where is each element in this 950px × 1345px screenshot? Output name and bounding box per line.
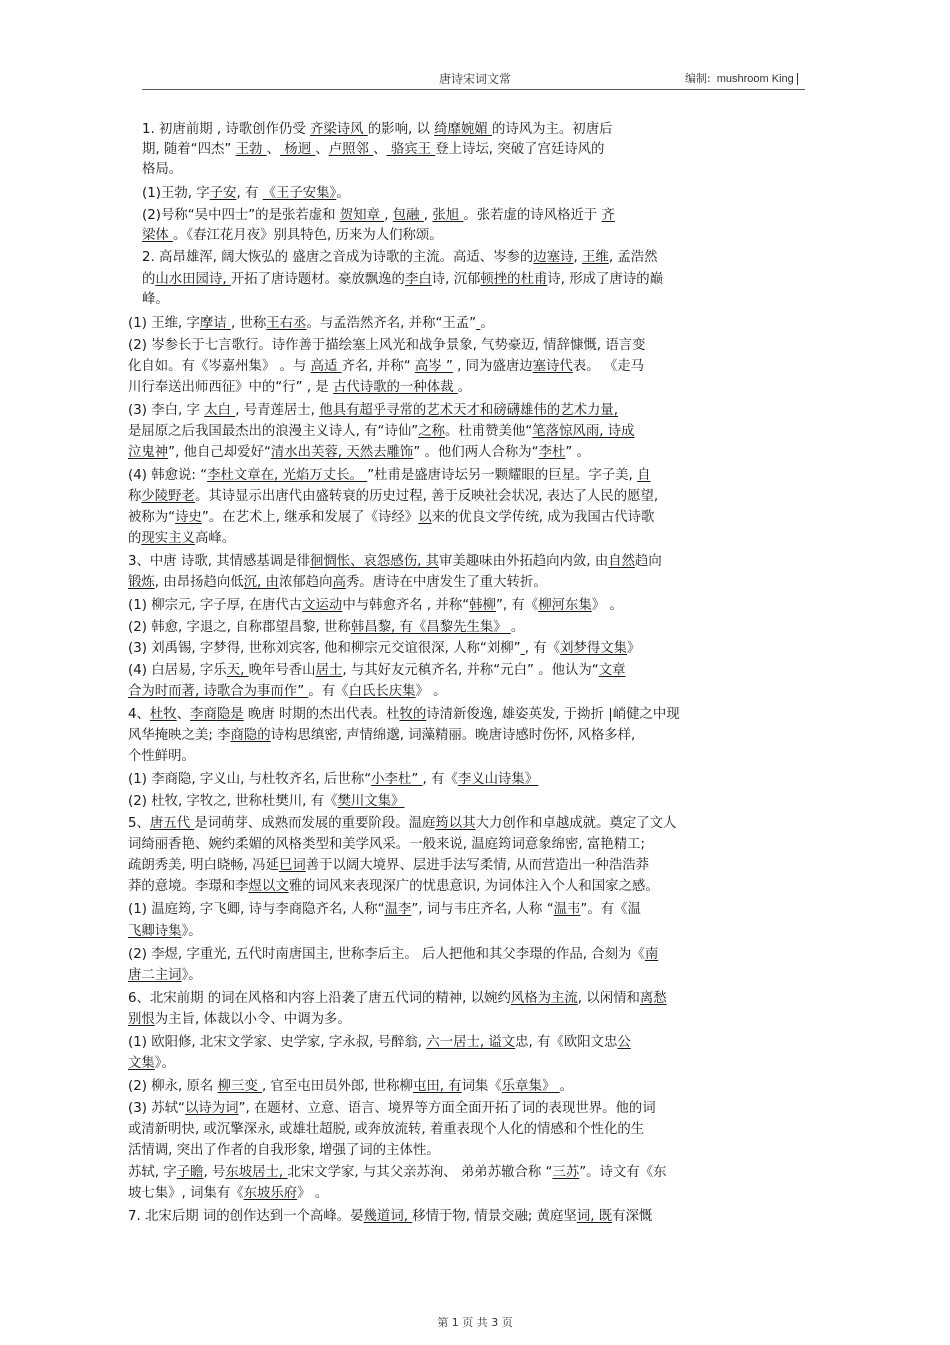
page-header-title: 唐诗宋词文常 [438, 72, 511, 86]
text-line: (3) 李白, 字 太白 , 号青莲居士, 他具有超乎寻常的艺术天才和磅礴雄伟的艺术力量, [128, 403, 619, 418]
text-line: 4、杜牧、李商隐是 晚唐 时期的杰出代表。杜牧的诗清新俊逸, 雄姿英发, 于拗折 |峭健之中现 [128, 707, 680, 722]
text-line: 梁体 。《春江花月夜》别具特色, 历来为人们称颂。 [142, 228, 443, 243]
text-line: 7. 北宋后期 词的创作达到一个高峰。晏幾道词, 移情于物, 情景交融; 黄庭坚词, 既有深慨 [128, 1209, 653, 1224]
text-line: (2) 杜牧, 字牧之, 世称杜樊川, 有《樊川文集》 [128, 794, 405, 809]
text-line: (2) 韩愈, 字退之, 自称郡望昌黎, 世称韩昌黎, 有《昌黎先生集》 。 [128, 620, 525, 635]
text-line: 2. 高昂雄浑, 阔大恢弘的 盛唐之音成为诗歌的主流。高适、岑参的边塞诗, 王维, 孟浩然 [142, 250, 658, 265]
text-line: 合为时而著, 诗歌合为事而作” 。有《白氏长庆集》 。 [128, 684, 447, 699]
text-line: 词绮丽香艳、婉约柔媚的风格类型和美学风采。一般来说, 温庭筠词意象绵密, 富艳精工; [128, 837, 645, 852]
text-line: (3) 刘禹锡, 字梦得, 世称刘宾客, 他和柳宗元交谊很深, 人称“刘柳” , 有《刘梦得文集》 [128, 641, 641, 656]
text-line: 被称为“诗史”。在艺术上, 继承和发展了《诗经》以来的优良文学传统, 成为我国古代诗歌 [128, 510, 655, 525]
text-line: 6、北宋前期 的词在风格和内容上沿袭了唐五代词的精神, 以婉约风格为主流, 以闲情和离愁 [128, 991, 667, 1006]
text-line: 文集》。 [128, 1056, 175, 1071]
text-line: 坡七集》, 词集有《东坡乐府》 。 [128, 1186, 329, 1201]
text-line: 是屈原之后我国最杰出的浪漫主义诗人, 有“诗仙”之称。杜甫赞美他“笔落惊风雨, 诗成 [128, 424, 635, 439]
text-line: 峰。 [142, 292, 169, 307]
text-line: (1)王勃, 字子安, 有 《王子安集》。 [142, 186, 350, 201]
text-line: 称少陵野老。其诗显示出唐代由盛转衰的历史过程, 善于反映社会状况, 表达了人民的愿望, [128, 489, 659, 504]
text-line: (4) 韩愈说: “李杜文章在, 光焰万丈长。 ”杜甫是盛唐诗坛另一颗耀眼的巨星。字子美, 自 [128, 468, 651, 483]
text-line: (2) 柳永, 原名 柳三变 , 官至屯田员外郎, 世称柳屯田, 有词集《乐章集》 。 [128, 1079, 574, 1094]
text-line: 3、中唐 诗歌, 其情感基调是徘徊惆怅、哀怨感伤, 其审美趣味由外拓趋向内敛, 由自然趋向 [128, 554, 662, 569]
text-line: (1) 温庭筠, 字飞卿, 诗与李商隐齐名, 人称“温李”, 词与韦庄齐名, 人称 “温韦”。有《温 [128, 902, 641, 917]
text-line: 的现实主义高峰。 [128, 531, 236, 546]
text-line: 锻炼, 由昂扬趋向低沉, 由浓郁趋向高秀。唐诗在中唐发生了重大转折。 [128, 575, 547, 590]
text-line: 活情调, 突出了作者的自我形象, 增强了词的主体性。 [128, 1143, 440, 1158]
text-line: 或清新明快, 或沉擎深永, 或雄壮超脱, 或奔放流转, 着重表现个人化的情感和个性化的生 [128, 1122, 645, 1137]
text-line: 个性鲜明。 [128, 749, 195, 764]
editor-value: mushroom King [717, 73, 798, 85]
text-line: 5、唐五代 是词萌芽、成熟而发展的重要阶段。温庭筠以其大力创作和卓越成就。奠定了文人 [128, 816, 677, 831]
text-line: (1) 柳宗元, 字子厚, 在唐代古文运动中与韩愈齐名 , 并称“韩柳”, 有《柳河东集》 。 [128, 598, 623, 613]
header-rule [142, 89, 805, 90]
text-line: 苏轼, 字子瞻, 号东坡居士, 北宋文学家, 与其父亲苏洵、 弟弟苏辙合称 “三苏”。诗文有《东 [128, 1165, 667, 1180]
text-line: 泣鬼神”, 他自己却爱好“清水出芙蓉, 天然去雕饰” 。他们两人合称为“李杜” 。 [128, 445, 590, 460]
editor-label: 编制: [685, 72, 711, 85]
page-footer: 第 1 页 共 3 页 [437, 1316, 513, 1329]
text-line: (1) 李商隐, 字义山, 与杜牧齐名, 后世称“小李杜” , 有《李义山诗集》 [128, 772, 539, 787]
text-line: 莽的意境。李璟和李煜以文雅的词风来表现深广的忧患意识, 为词体注入个人和国家之感。 [128, 879, 659, 894]
text-line: (2) 岑参长于七言歌行。诗作善于描绘塞上风光和战争景象, 气势豪迈, 情辞慷慨, 语言变 [128, 338, 646, 353]
text-line: (3) 苏轼“以诗为词”, 在题材、立意、语言、境界等方面全面开拓了词的表现世界。他的词 [128, 1101, 656, 1116]
text-line: (4) 白居易, 字乐天, 晚年号香山居士, 与其好友元稹齐名, 并称“元白” 。他认为“文章 [128, 663, 626, 678]
text-line: 期, 随着“四杰” 王勃 、 杨迥 、卢照邻 、 骆宾王 登上诗坛, 突破了宫廷诗风的 [142, 142, 605, 157]
text-line: 川行奉送出师西征》中的“行” , 是 古代诗歌的一种体裁 。 [128, 380, 472, 395]
text-line: (1) 王维, 字摩诘 , 世称王右丞。与孟浩然齐名, 并称“王孟” 。 [128, 316, 494, 331]
text-line: 疏朗秀美, 明白晓畅, 冯延巳词善于以阔大境界、层进手法写柔情, 从而营造出一种浩浩莽 [128, 858, 649, 873]
text-line: 化自如。有《岑嘉州集》 。与 高适 齐名, 并称“ 高岑 ” , 同为盛唐边塞诗代表。 《走马 [128, 359, 645, 374]
text-line: 飞卿诗集》。 [128, 924, 202, 939]
text-line: 风华掩映之美; 李商隐的诗构思缜密, 声情绵邈, 词藻精丽。晚唐诗感时伤怀, 风格多样, [128, 728, 636, 743]
page-header-editor [685, 70, 798, 86]
text-line: (2)号称“吴中四士”的是张若虚和 贺知章 , 包融 , 张旭 。张若虚的诗风格近于 齐 [142, 208, 615, 223]
text-line: 别恨为主旨, 体裁以小令、中调为多。 [128, 1012, 351, 1027]
text-line: (1) 欧阳修, 北宋文学家、史学家, 字永叔, 号醉翁, 六一居士, 谥文忠, 有《欧阳文忠公 [128, 1035, 631, 1050]
text-line: 1. 初唐前期 , 诗歌创作仍受 齐梁诗风 的影响, 以 绮靡婉媚 的诗风为主。初唐后 [142, 122, 613, 137]
text-line: 的山水田园诗, 开拓了唐诗题材。豪放飘逸的李白诗, 沉郁顿挫的杜甫诗, 形成了唐诗的巅 [142, 272, 663, 287]
text-line: (2) 李煜, 字重光, 五代时南唐国主, 世称李后主。 后人把他和其父李璟的作品, 合刻为《南 [128, 947, 659, 962]
text-line: 格局。 [142, 162, 183, 177]
text-line: 唐二主词》。 [128, 968, 202, 983]
